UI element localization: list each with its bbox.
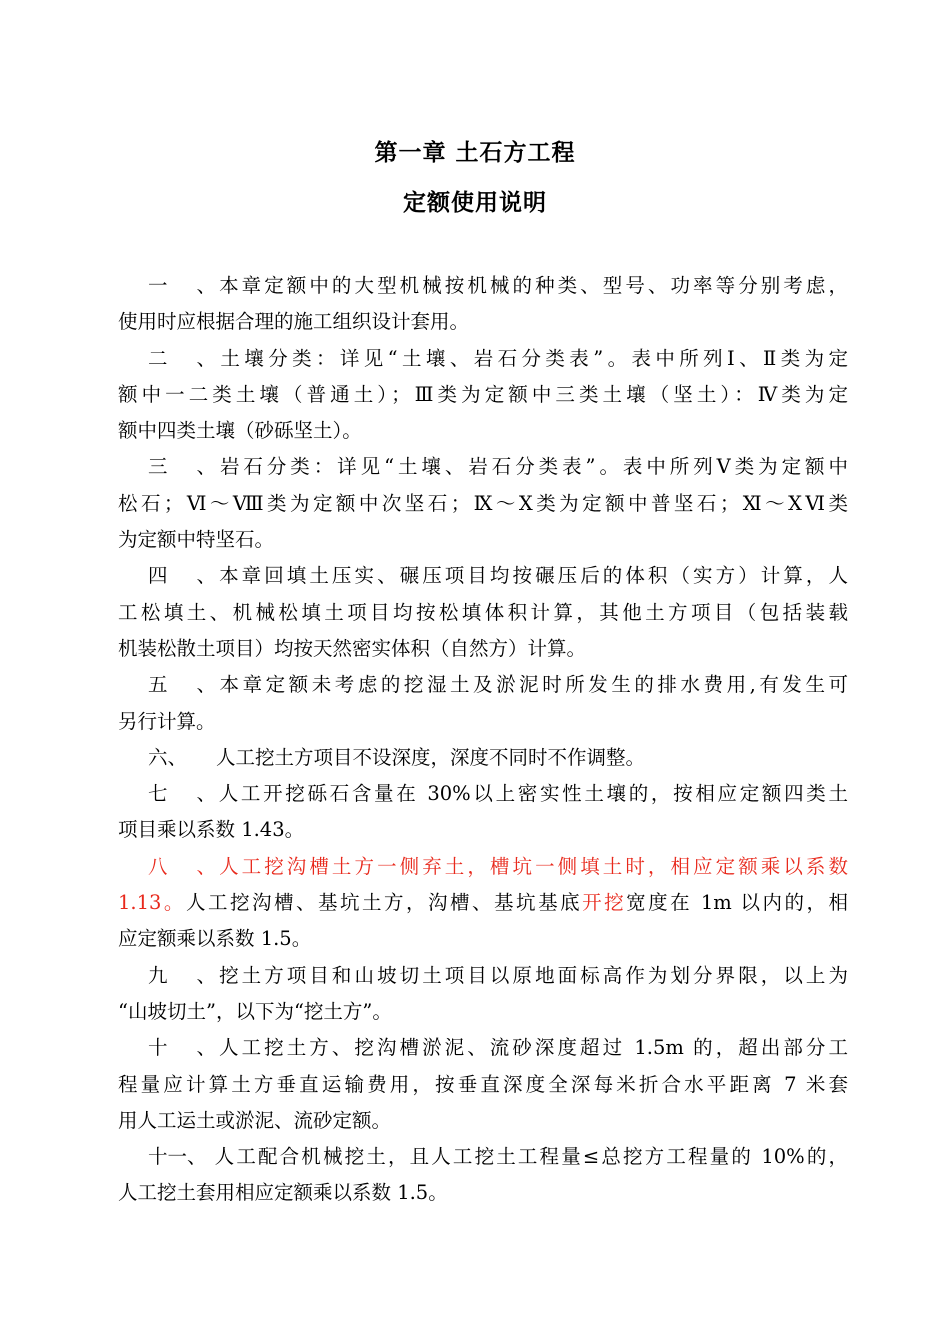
paragraph-line: “山坡切土”，以下为“挖土方”。 bbox=[118, 999, 392, 1023]
paragraph-line: 九、挖土方项目和山坡切土项目以原地面标高作为划分界限，以上为 bbox=[118, 958, 848, 994]
item-number: 七、 bbox=[148, 782, 216, 806]
paragraph-line: 额中四类土壤（砂砾坚土）。 bbox=[118, 419, 362, 443]
paragraph-line: 三、岩石分类：详见“土壤、岩石分类表”。表中所列Ⅴ类为定额中 bbox=[118, 449, 848, 485]
paragraph-line: 机装松散土项目）均按天然密实体积（自然方）计算。 bbox=[118, 636, 587, 660]
paragraph-line: 额中一二类土壤（普通土）；Ⅲ类为定额中三类土壤（坚土）：Ⅳ类为定 bbox=[118, 382, 848, 406]
item-number: 十一、 bbox=[148, 1145, 207, 1169]
item-number: 五、 bbox=[148, 673, 216, 697]
paragraph-line: 二、土壤分类：详见“土壤、岩石分类表”。表中所列Ⅰ、Ⅱ类为定 bbox=[118, 341, 848, 377]
paragraph-5 bbox=[118, 667, 848, 740]
section-subtitle: 定额使用说明 bbox=[403, 190, 547, 216]
paragraph-line-highlighted: 八、人工挖沟槽土方一侧弃土，槽坑一侧填土时，相应定额乘以系数 bbox=[118, 849, 848, 885]
highlighted-text: 开挖 bbox=[582, 891, 627, 915]
paragraph-1 bbox=[118, 268, 848, 341]
paragraph-line: 用人工运土或淤泥、流砂定额。 bbox=[118, 1108, 392, 1132]
paragraph-line: 使用时应根据合理的施工组织设计套用。 bbox=[118, 310, 470, 334]
paragraph-line: 工松填土、机械松填土项目均按松填体积计算，其他土方项目（包括装载 bbox=[118, 600, 848, 624]
paragraph-line: 应定额乘以系数 1.5。 bbox=[118, 927, 312, 951]
paragraph-line: 程量应计算土方垂直运输费用，按垂直深度全深每米折合水平距离 7 米套 bbox=[118, 1072, 848, 1096]
item-number: 一、 bbox=[148, 274, 216, 297]
paragraph-11 bbox=[118, 1139, 848, 1212]
paragraph-line: 1.13。人工挖沟槽、基坑土方，沟槽、基坑基底开挖宽度在 1m 以内的，相 bbox=[118, 891, 848, 915]
paragraph-9 bbox=[118, 958, 848, 1031]
item-number: 十、 bbox=[148, 1036, 216, 1060]
paragraph-line: 另行计算。 bbox=[118, 709, 216, 733]
item-number: 八、 bbox=[148, 854, 216, 878]
paragraph-line: 十一、 人工配合机械挖土，且人工挖土工程量≤总挖方工程量的 10%的， bbox=[118, 1139, 848, 1175]
paragraph-3 bbox=[118, 449, 848, 558]
paragraph-line: 十、人工挖土方、挖沟槽淤泥、流砂深度超过 1.5m 的，超出部分工 bbox=[118, 1030, 848, 1066]
item-number: 三、 bbox=[148, 455, 216, 479]
paragraph-7 bbox=[118, 776, 848, 849]
paragraph-line: 五、本章定额未考虑的挖湿土及淤泥时所发生的排水费用,有发生可 bbox=[118, 667, 848, 703]
paragraph-line: 四、本章回填土压实、碾压项目均按碾压后的体积（实方）计算，人 bbox=[118, 558, 848, 594]
highlighted-text: 1.13。 bbox=[118, 891, 186, 915]
paragraph-10 bbox=[118, 1030, 848, 1139]
item-number: 九、 bbox=[148, 963, 216, 987]
paragraph-line: 七、人工开挖砾石含量在 30%以上密实性土壤的，按相应定额四类土 bbox=[118, 776, 848, 812]
item-number: 四、 bbox=[148, 564, 216, 588]
paragraph-line: 松石；Ⅵ～Ⅷ类为定额中次坚石；Ⅸ～Ⅹ类为定额中普坚石；Ⅺ～ⅩⅥ类 bbox=[118, 491, 848, 515]
chapter-title: 第一章 土石方工程 bbox=[374, 140, 576, 166]
paragraph-line: 为定额中特坚石。 bbox=[118, 528, 275, 552]
paragraph-line: 六、 人工挖土方项目不设深度，深度不同时不作调整。 bbox=[118, 740, 848, 776]
item-number: 二、 bbox=[148, 346, 216, 370]
paragraph-6 bbox=[118, 740, 848, 776]
paragraph-8 bbox=[118, 849, 848, 958]
item-number: 六、 bbox=[148, 745, 188, 769]
paragraph-line: 人工挖土套用相应定额乘以系数 1.5。 bbox=[118, 1181, 448, 1205]
paragraph-4 bbox=[118, 558, 848, 667]
body-text bbox=[118, 268, 848, 1212]
paragraph-line: 项目乘以系数 1.43。 bbox=[118, 818, 305, 842]
paragraph-2 bbox=[118, 341, 848, 450]
paragraph-line: 一、本章定额中的大型机械按机械的种类、型号、功率等分别考虑， bbox=[118, 268, 848, 304]
